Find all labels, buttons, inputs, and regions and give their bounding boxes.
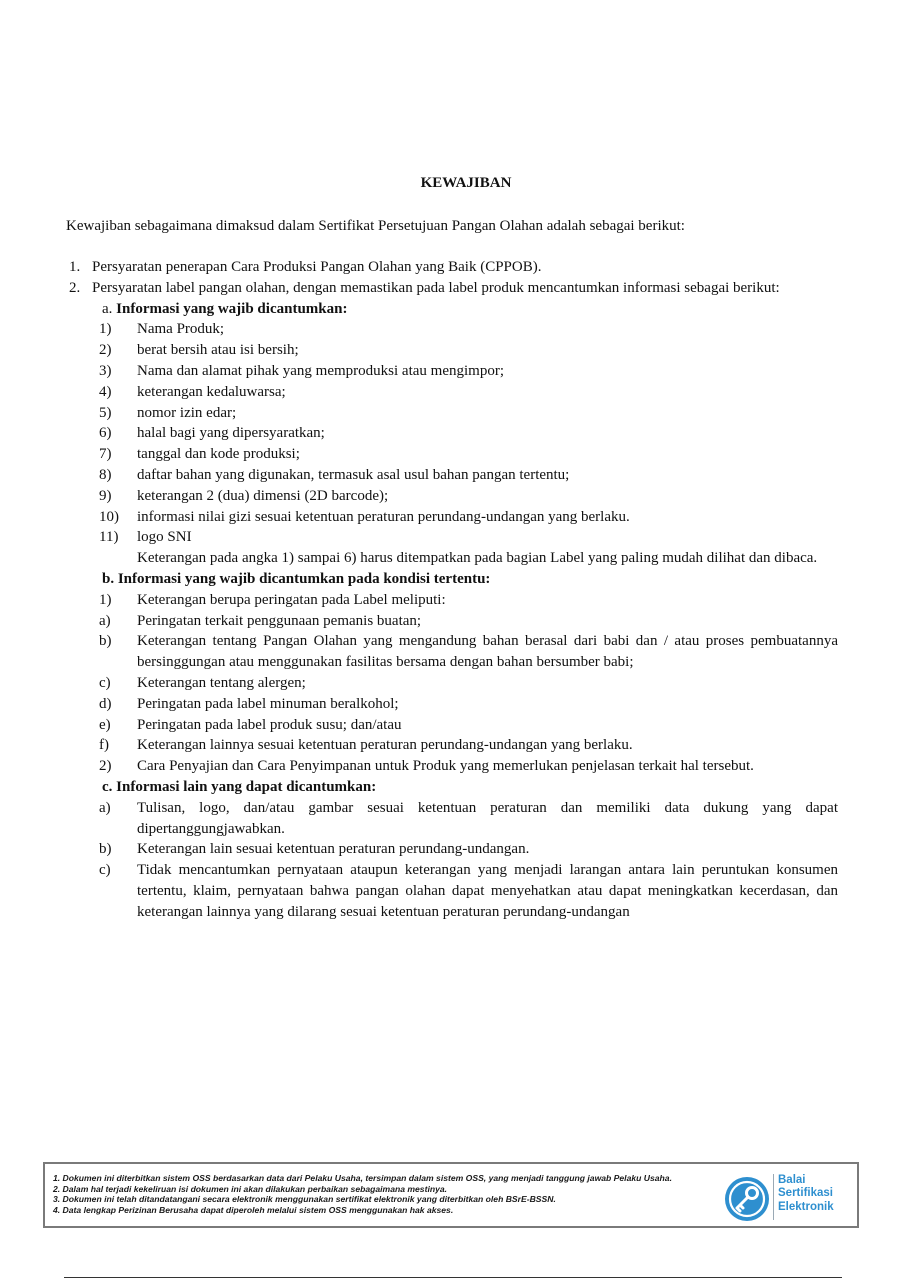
list-item-number: a) [99,612,111,629]
section-b-heading: b. Informasi yang wajib dicantumkan pada kondisi tertentu: [102,570,491,587]
footer-notes [53,1173,713,1215]
list-item-text: tanggal dan kode produksi; [137,446,300,463]
section-a-prefix: a. [102,300,113,317]
list-item-text: Nama dan alamat pihak yang memproduksi atau mengimpor; [137,362,504,379]
list-item-text: informasi nilai gizi sesuai ketentuan peraturan perundang-undangan yang berlaku. [137,508,630,525]
section-a-note: Keterangan pada angka 1) sampai 6) harus ditempatkan pada bagian Label yang paling mudah dilihat dan dibaca. [137,550,818,567]
list-item-number: 9) [99,487,112,504]
list-item [66,382,838,403]
list-item [66,507,838,528]
list-item-number: e) [99,716,111,733]
section-c-list [66,798,838,923]
list-item [66,486,838,507]
bottom-rule [64,1277,842,1278]
list-item-text: daftar bahan yang digunakan, termasuk asal usul bahan pangan tertentu; [137,466,570,483]
list-item-number: 2) [99,758,112,775]
list-item-number: 10) [99,508,119,525]
list-item [66,735,838,756]
list-item [66,257,838,278]
list-item-number: b) [99,633,112,650]
footer-note: 2. Dalam hal terjadi kekeliruan isi dokumen ini akan dilakukan perbaikan sebagaimana mestinya. [53,1183,448,1194]
section-b-list [66,590,838,777]
list-item-number: 1) [99,591,112,608]
list-item-text: Peringatan pada label minuman beralkohol; [137,695,399,712]
list-item [66,839,838,860]
footer-note: 3. Dokumen ini telah ditandatangani secara elektronik menggunakan sertifikat elektronik yang diterbitkan oleh BSrE-BSSN. [53,1194,556,1205]
list-item-number: b) [99,841,112,858]
bsre-logo-text [778,1174,834,1214]
logo-text-line: Sertifikasi [778,1187,833,1200]
list-item-text: Cara Penyajian dan Cara Penyimpanan untuk Produk yang memerlukan penjelasan terkait hal tersebut. [137,758,754,775]
list-item [66,444,838,465]
logo-text-line: Balai [778,1174,806,1186]
list-item-text: Tulisan, logo, dan/atau gambar sesuai ketentuan peraturan dan memiliki data dukung yang dapat dipertanggungjawabkan. [137,799,838,837]
list-item-number: 3) [99,362,112,379]
list-item-text: Keterangan lain sesuai ketentuan peraturan perundang-undangan. [137,841,530,858]
list-item [66,340,838,361]
intro-paragraph: Kewajiban sebagaimana dimaksud dalam Sertifikat Persetujuan Pangan Olahan adalah sebagai berikut: [66,218,685,234]
footer-note: 1. Dokumen ini diterbitkan sistem OSS berdasarkan data dari Pelaku Usaha, tersimpan dalam sistem OSS, yang menjadi tanggung jawab Pelaku Usaha. [53,1173,672,1183]
page-title: KEWAJIBAN [420,175,512,191]
list-item-number: 4) [99,383,112,400]
list-item-number: 5) [99,404,112,421]
list-item-number: 1. [69,259,81,275]
list-item-number: d) [99,695,112,712]
section-a-title: Informasi yang wajib dicantumkan: [116,300,348,317]
list-item [66,403,838,424]
section-a-list [66,319,838,548]
list-item [66,860,838,922]
list-item [66,715,838,736]
list-item-number: 2. [69,279,81,296]
list-item-text: Peringatan pada label produk susu; dan/atau [137,716,402,733]
list-item-number: c) [99,674,111,691]
list-item-text: Tidak mencantumkan pernyataan ataupun keterangan yang menjadi larangan antara lain peruntukan konsumen tertentu, klaim, pernyataan bahwa pangan olahan dapat menyehatkan atau dapat meningkatkan kecerdasan, dan keterangan lainnya yang dilarang sesuai ketentuan peraturan perundang-undangan [137,862,838,920]
section-c-heading: c. Informasi lain yang dapat dicantumkan: [102,778,377,795]
list-item-text: Keterangan tentang Pangan Olahan yang mengandung bahan berasal dari babi dan / atau proses pembuatannya bersinggungan atau menggunakan fasilitas bersama dengan bahan bersumber babi; [137,633,838,671]
list-item [66,673,838,694]
list-item-text: Persyaratan label pangan olahan, dengan memastikan pada label produk mencantumkan informasi sebagai berikut: [92,279,780,296]
section-a-heading [66,299,838,320]
list-item-number: a) [99,799,111,816]
list-item [66,611,838,632]
footer-box [43,1162,859,1228]
list-item [66,756,838,777]
list-item [66,590,838,611]
logo-text-line: Elektronik [778,1200,834,1213]
list-item-text: Peringatan terkait penggunaan pemanis buatan; [137,612,422,629]
list-item [66,278,838,299]
list-item-text: Nama Produk; [137,321,225,338]
document-body [66,257,838,923]
bsre-logo-icon [723,1175,771,1223]
footer-note: 4. Data lengkap Perizinan Berusaha dapat diperoleh melalui sistem OSS menggunakan hak akses. [53,1204,454,1215]
logo-divider [773,1174,774,1220]
list-item-text: keterangan kedaluwarsa; [137,383,286,400]
list-item-number: c) [99,862,111,879]
list-item [66,694,838,715]
list-item-number: 2) [99,342,112,359]
list-item [66,465,838,486]
list-item [66,423,838,444]
list-item [66,527,838,548]
list-item-text: berat bersih atau isi bersih; [137,342,299,359]
list-item-text: halal bagi yang dipersyaratkan; [137,425,325,442]
list-item-text: logo SNI [137,529,192,546]
list-item-text: keterangan 2 (dua) dimensi (2D barcode); [137,487,389,504]
list-item-text: nomor izin edar; [137,404,237,421]
list-item [66,798,838,840]
list-item-number: 8) [99,466,112,483]
list-item [66,361,838,382]
list-item-text: Keterangan tentang alergen; [137,674,306,691]
list-item-number: 7) [99,446,112,463]
list-item-number: 1) [99,321,112,338]
list-item-number: 11) [99,529,119,546]
list-item [66,319,838,340]
list-item-text: Keterangan berupa peringatan pada Label meliputi: [137,591,446,608]
list-item-number: 6) [99,425,112,442]
list-item-text: Keterangan lainnya sesuai ketentuan peraturan perundang-undangan yang berlaku. [137,737,633,754]
list-item-text: Persyaratan penerapan Cara Produksi Pangan Olahan yang Baik (CPPOB). [92,259,542,275]
list-item [66,631,838,673]
list-item-number: f) [99,737,109,754]
